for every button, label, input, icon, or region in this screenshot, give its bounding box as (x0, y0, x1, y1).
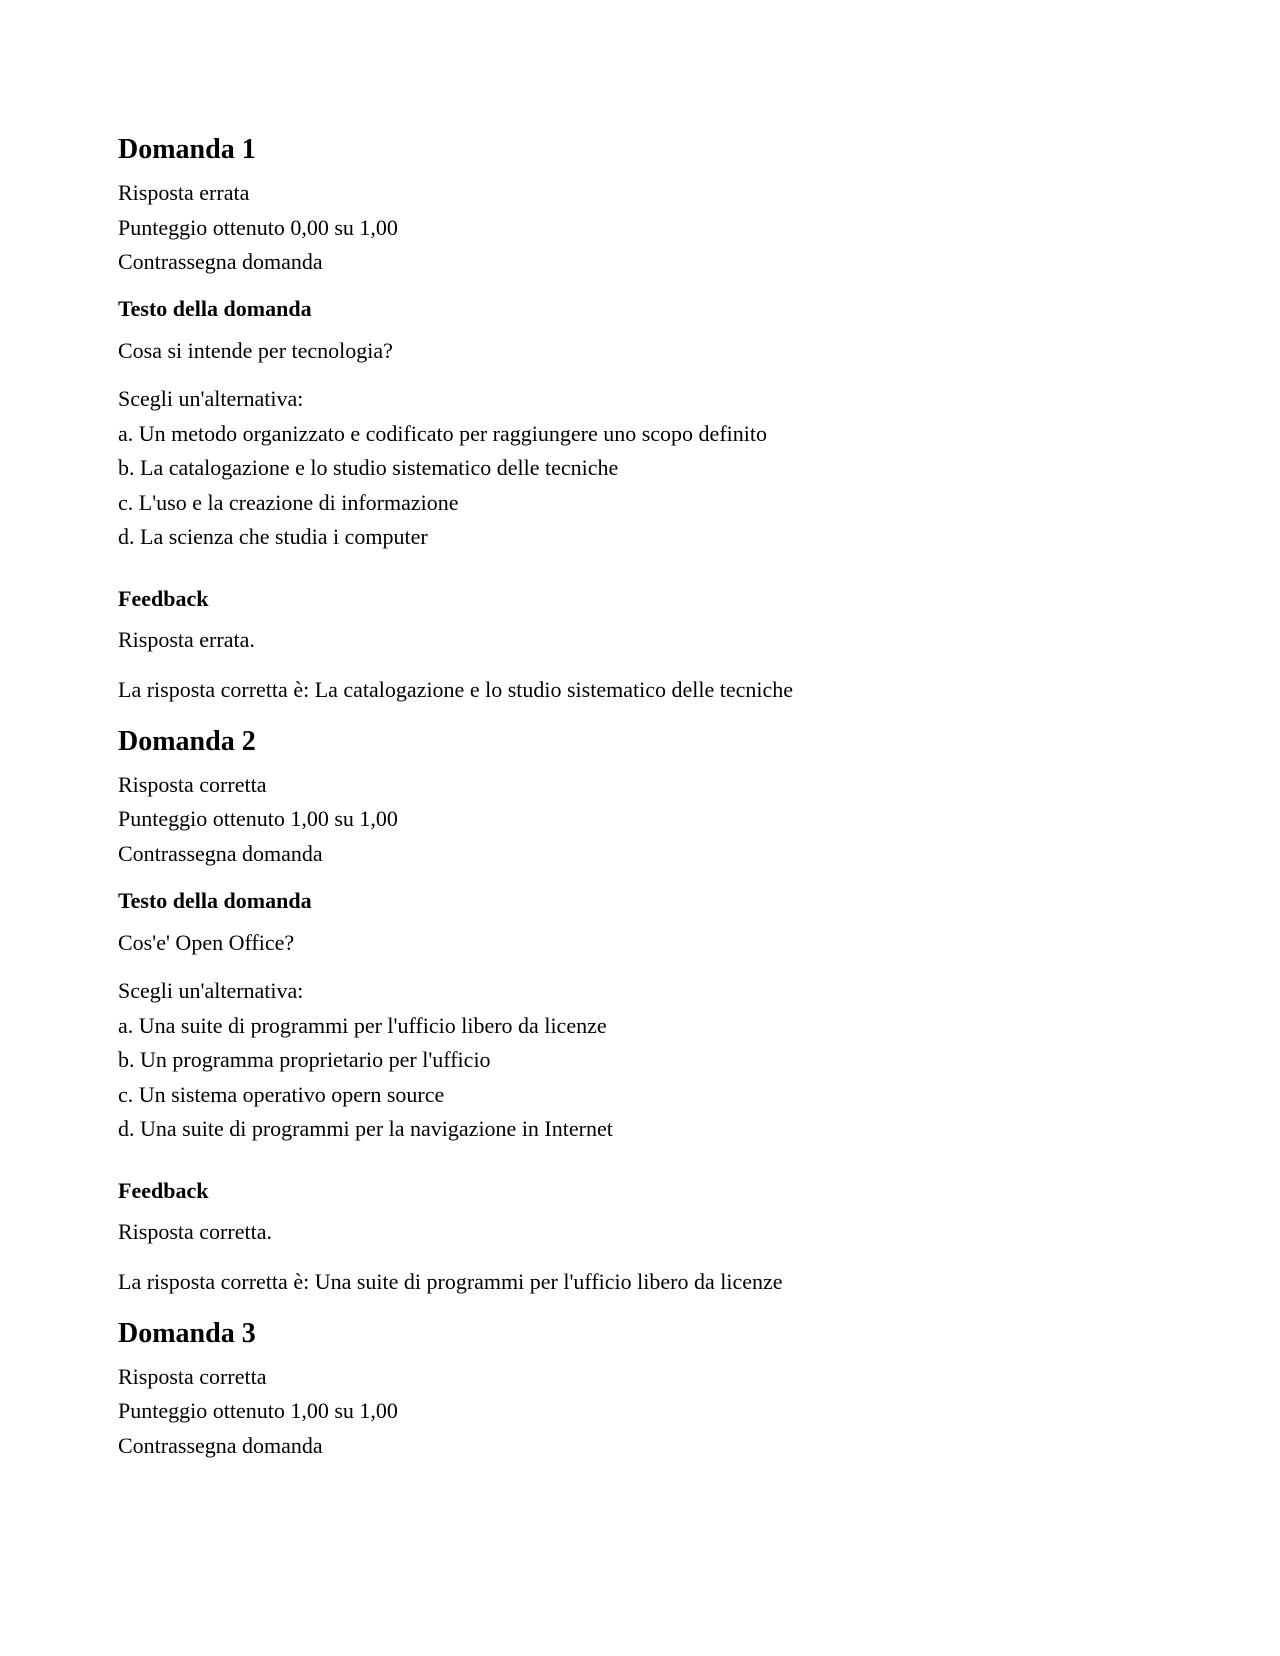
question-title: Domanda 2 (118, 726, 256, 757)
question-text: Cosa si intende per tecnologia? (118, 338, 393, 363)
answer-option[interactable]: d. La scienza che studia i computer (118, 524, 428, 549)
choose-label: Scegli un'alternativa: (118, 978, 304, 1003)
question-score: Punteggio ottenuto 1,00 su 1,00 (118, 806, 398, 831)
flag-question-link[interactable]: Contrassegna domanda (118, 249, 323, 274)
answer-option[interactable]: c. L'uso e la creazione di informazione (118, 490, 459, 515)
question-status: Risposta corretta (118, 772, 267, 797)
question-status: Risposta errata (118, 180, 250, 205)
answer-option[interactable]: a. Una suite di programmi per l'ufficio libero da licenze (118, 1013, 607, 1038)
answer-option[interactable]: c. Un sistema operativo opern source (118, 1082, 445, 1107)
question-text-label: Testo della domanda (118, 888, 312, 913)
question-title: Domanda 3 (118, 1318, 256, 1349)
answer-option[interactable]: a. Un metodo organizzato e codificato per raggiungere uno scopo definito (118, 421, 767, 446)
question-score: Punteggio ottenuto 1,00 su 1,00 (118, 1398, 398, 1423)
question-status: Risposta corretta (118, 1364, 267, 1389)
correct-answer: La risposta corretta è: La catalogazione e lo studio sistematico delle tecniche (118, 677, 793, 702)
feedback-result: Risposta errata. (118, 627, 255, 652)
feedback-result: Risposta corretta. (118, 1219, 272, 1244)
answer-option[interactable]: b. La catalogazione e lo studio sistematico delle tecniche (118, 455, 619, 480)
correct-answer: La risposta corretta è: Una suite di programmi per l'ufficio libero da licenze (118, 1269, 783, 1294)
question-text-label: Testo della domanda (118, 296, 312, 321)
flag-question-link[interactable]: Contrassegna domanda (118, 841, 323, 866)
question-text: Cos'e' Open Office? (118, 930, 295, 955)
answer-option[interactable]: d. Una suite di programmi per la navigazione in Internet (118, 1116, 613, 1141)
feedback-label: Feedback (118, 1178, 209, 1203)
question-title: Domanda 1 (118, 134, 256, 165)
feedback-label: Feedback (118, 586, 209, 611)
choose-label: Scegli un'alternativa: (118, 386, 304, 411)
question-score: Punteggio ottenuto 0,00 su 1,00 (118, 215, 398, 240)
flag-question-link[interactable]: Contrassegna domanda (118, 1433, 323, 1458)
answer-option[interactable]: b. Un programma proprietario per l'ufficio (118, 1047, 491, 1072)
